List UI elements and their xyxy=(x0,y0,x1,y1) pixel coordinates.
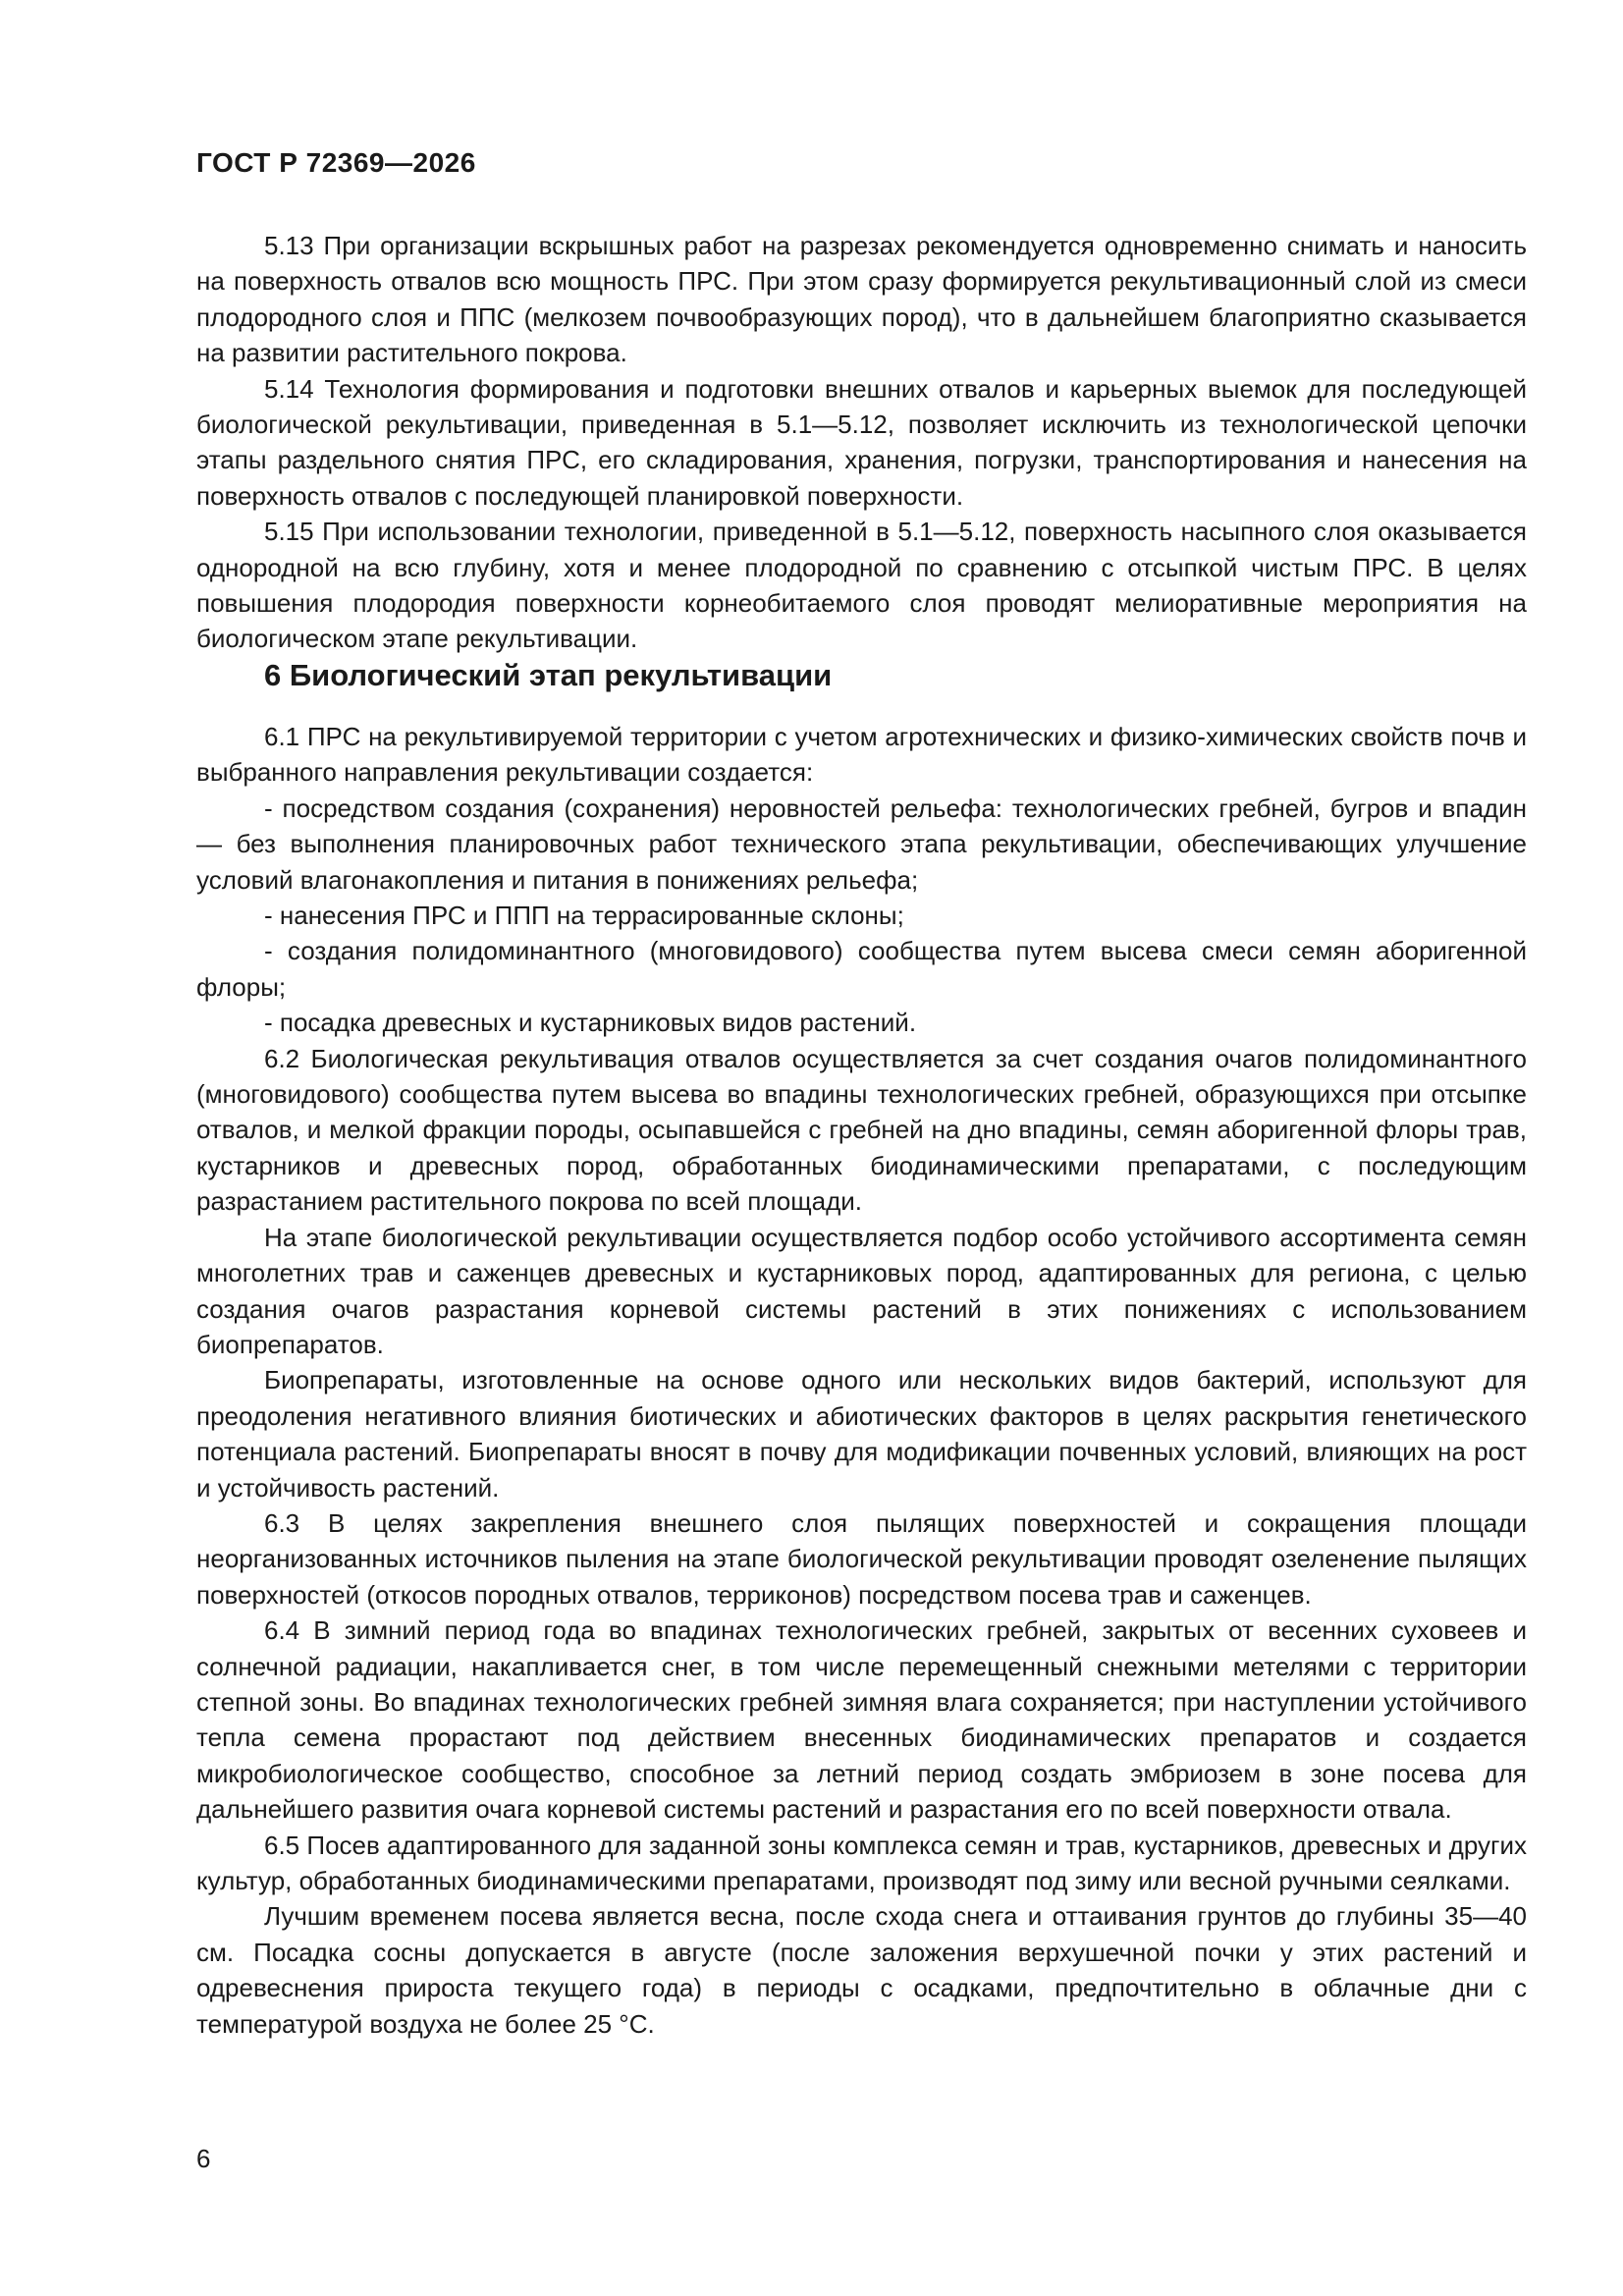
paragraph-6-5: 6.5 Посев адаптированного для заданной зоны комплекса семян и трав, кустарников, древесных и других культур, обработанных биодинамическими препаратами, производят под зиму или весной ручными сеялками. xyxy=(196,1830,1527,1895)
section-6-body xyxy=(196,719,1527,2042)
paragraph-6-1: 6.1 ПРС на рекультивируемой территории с учетом агротехнических и физико-химических свойств почв и выбранного направления рекультивации создается: xyxy=(196,722,1527,788)
paragraph-5-14: 5.14 Технология формирования и подготовки внешних отвалов и карьерных выемок для последующей биологической рекультивации, приведенная в 5.1—5.12, позволяет исключить из технологической цепочки этапы раздельного снятия ПРС, его складирования, хранения, погрузки, транспортирования и нанесения на поверхность отвалов с последующей планировкой поверхности. xyxy=(196,373,1527,511)
section-5-continuation xyxy=(196,228,1527,657)
paragraph-6-4: 6.4 В зимний период года во впадинах технологических гребней, закрытых от весенних суховеев и солнечной радиации, накапливается снег, в том числе перемещенный снежными метелями с территории степной зоны. Во впадинах технологических гребней зимняя влага сохраняется; при наступлении устойчивого тепла семена прорастают под действием внесенных биодинамических препаратов и создается микробиологическое сообщество, способное за летний период создать эмбриозем в зоне посева для дальнейшего развития очага корневой системы растений и разрастания его по всей поверхности отвала. xyxy=(196,1615,1527,1825)
document-code-header: ГОСТ Р 72369—2026 xyxy=(196,147,476,178)
paragraph-6-5-timing: Лучшим временем посева является весна, после схода снега и оттаивания грунтов до глубины 35—40 см. Посадка сосны допускается в августе (после заложения верхушечной почки у этих растений и одревеснения прироста текущего года) в периоды с осадками, предпочтительно в облачные дни с температурой воздуха не более 25 °С. xyxy=(196,1901,1527,2039)
page-number: 6 xyxy=(196,2144,211,2173)
paragraph-5-15: 5.15 При использовании технологии, приведенной в 5.1—5.12, поверхность насыпного слоя оказывается однородной на всю глубину, хотя и менее плодородной по сравнению с отсыпкой чистым ПРС. В целях повышения плодородия поверхности корнеобитаемого слоя проводят мелиоративные мероприятия на биологическом этапе рекультивации. xyxy=(196,517,1527,654)
section-6-heading: 6 Биологический этап рекультивации xyxy=(264,658,833,692)
paragraph-6-3: 6.3 В целях закрепления внешнего слоя пылящих поверхностей и сокращения площади неорганизованных источников пыления на этапе биологической рекультивации проводят озеленение пылящих поверхностей (откосов породных отвалов, терриконов) посредством посева трав и саженцев. xyxy=(196,1507,1527,1610)
paragraph-5-13: 5.13 При организации вскрышных работ на разрезах рекомендуется одновременно снимать и наносить на поверхность отвалов всю мощность ПРС. При этом сразу формируется рекультивационный слой из смеси плодородного слоя и ППС (мелкозем почвообразующих пород), что в дальнейшем благоприятно сказывается на развитии растительного покрова. xyxy=(196,231,1527,368)
list-item: - создания полидоминантного (многовидового) сообщества путем высева смеси семян аборигенной флоры; xyxy=(196,936,1527,1002)
paragraph-6-2-biopreparations: Биопрепараты, изготовленные на основе одного или нескольких видов бактерий, используют для преодоления негативного влияния биотических и абиотических факторов в целях раскрытия генетического потенциала растений. Биопрепараты вносят в почву для модификации почвенных условий, влияющих на рост и устойчивость растений. xyxy=(196,1365,1527,1503)
list-item: - нанесения ПРС и ППП на террасированные склоны; xyxy=(264,901,904,931)
paragraph-6-2-selection: На этапе биологической рекультивации осуществляется подбор особо устойчивого ассортимента семян многолетних трав и саженцев древесных и кустарниковых пород, адаптированных для региона, с целью создания очагов разрастания корневой системы растений в этих понижениях с использованием биопрепаратов. xyxy=(196,1222,1527,1359)
list-item: - посредством создания (сохранения) неровностей рельефа: технологических гребней, бугров и впадин — без выполнения планировочных работ технического этапа рекультивации, обеспечивающих улучшение условий влагонакопления и питания в понижениях рельефа; xyxy=(196,793,1527,895)
document-page xyxy=(196,0,1527,2296)
list-item: - посадка древесных и кустарниковых видов растений. xyxy=(264,1008,917,1038)
paragraph-6-2: 6.2 Биологическая рекультивация отвалов осуществляется за счет создания очагов полидоминантного (многовидового) сообщества путем высева во впадины технологических гребней, образующихся при отсыпке отвалов, и мелкой фракции породы, осыпавшейся с гребней на дно впадины, семян аборигенной флоры трав, кустарников и древесных пород, обработанных биодинамическими препаратами, с последующим разрастанием растительного покрова по всей площади. xyxy=(196,1043,1527,1217)
